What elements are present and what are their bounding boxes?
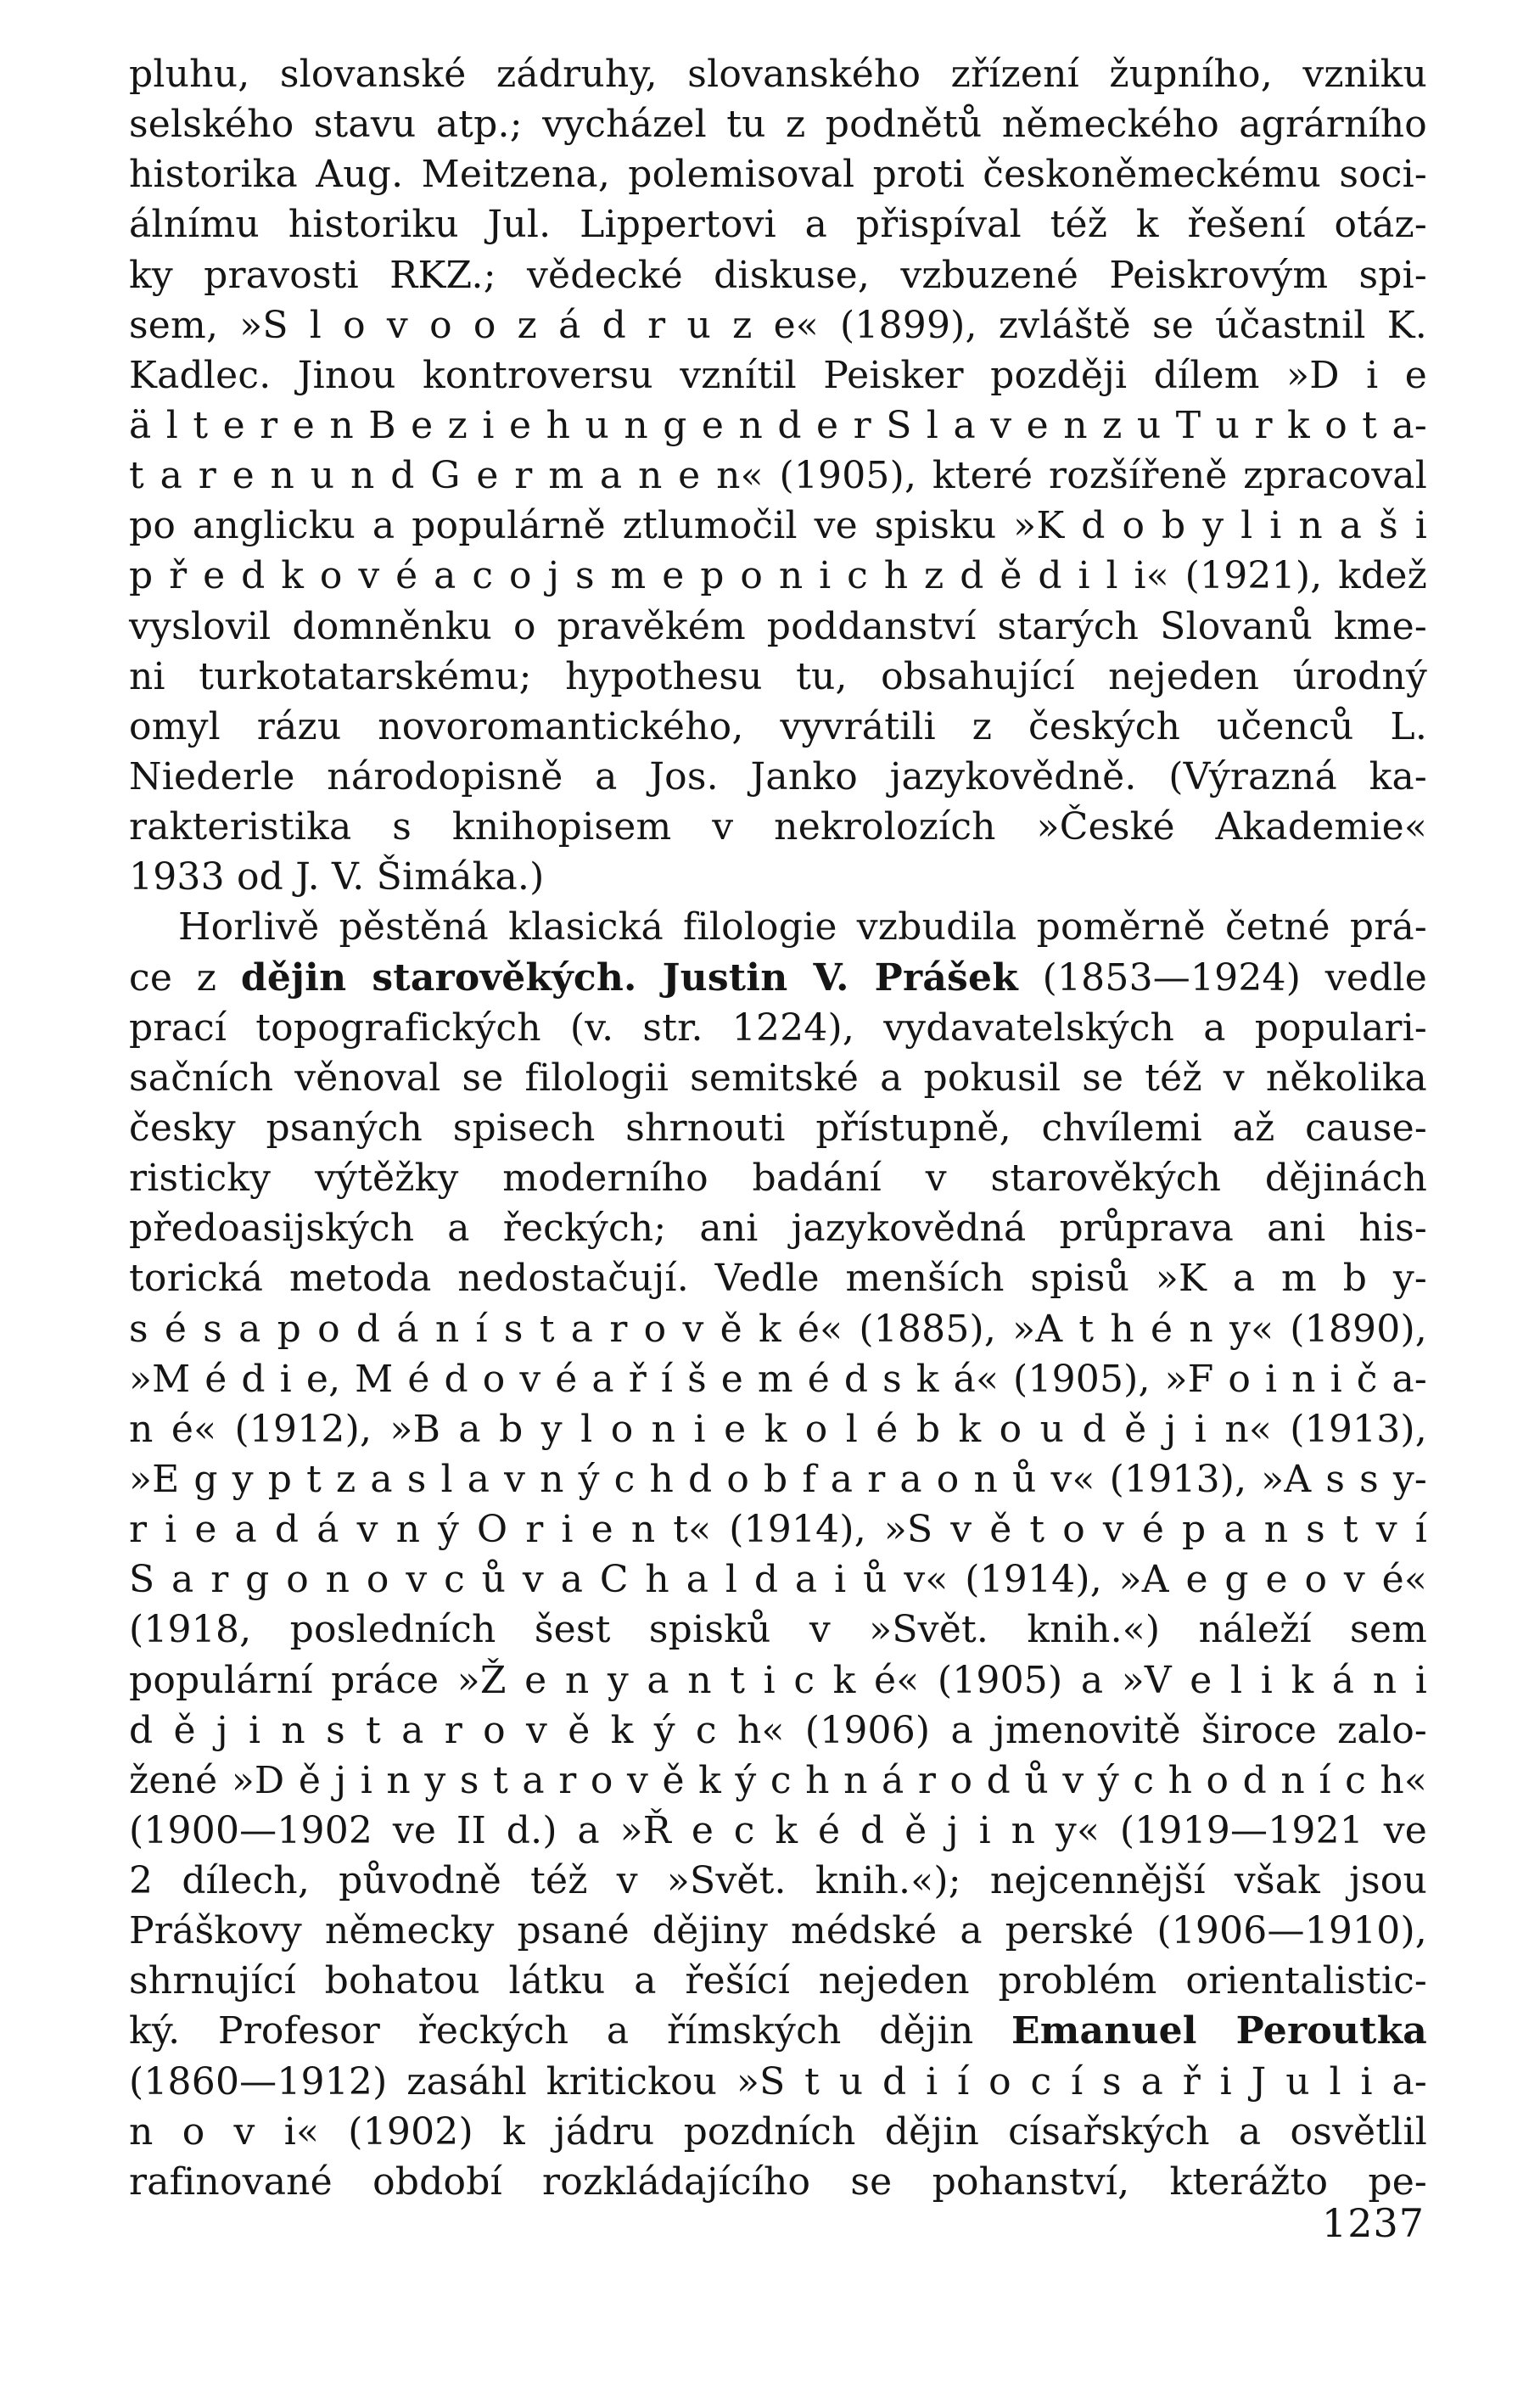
text-line: žené »D ě j i n y s t a r o v ě k ý c h n á r o d ů v ý c h o d n í c h« bbox=[129, 1758, 1427, 1802]
text-run: (1853—1924) vedle bbox=[1017, 955, 1427, 1000]
text-line: ni turkotatarskému; hypothesu tu, obsahující nejeden úrodný bbox=[129, 654, 1427, 698]
text-line bbox=[129, 953, 1427, 1003]
text-line: r i e a d á v n ý O r i e n t« (1914), »S v ě t o v é p a n s t v í bbox=[129, 1508, 1427, 1552]
text-line: (1900—1902 ve II d.) a »Ř e c k é d ě j i n y« (1919—1921 ve bbox=[129, 1808, 1427, 1852]
text-line: S a r g o n o v c ů v a C h a l d a i ů v« (1914), »A e g e o v é« bbox=[129, 1558, 1427, 1602]
page-text bbox=[129, 49, 1427, 2207]
bold-run: Emanuel Peroutka bbox=[1011, 2009, 1427, 2053]
text-line: 1933 od J. V. Šimáka.) bbox=[129, 855, 545, 899]
text-line: historika Aug. Meitzena, polemisoval proti českoněmeckému soci- bbox=[129, 153, 1427, 197]
text-line: n é« (1912), »B a b y l o n i e k o l é b k o u d ě j i n« (1913), bbox=[129, 1407, 1427, 1451]
text-line: ä l t e r e n B e z i e h u n g e n d e r S l a v e n z u T u r k o t a- bbox=[129, 403, 1427, 447]
text-line: rakteristika s knihopisem v nekrolozích »České Akademie« bbox=[129, 805, 1427, 849]
text-line: álnímu historiku Jul. Lippertovi a přispíval též k řešení otáz- bbox=[129, 203, 1427, 247]
text-line: t a r e n u n d G e r m a n e n« (1905), které rozšířeně zpracoval bbox=[129, 454, 1427, 498]
text-line: (1918, posledních šest spisků v »Svět. knih.«) náleží sem bbox=[129, 1608, 1427, 1652]
text-line: n o v i« (1902) k jádru pozdních dějin císařských a osvětlil bbox=[129, 2109, 1427, 2154]
text-line: »E g y p t z a s l a v n ý c h d o b f a r a o n ů v« (1913), »A s s y- bbox=[129, 1457, 1427, 1501]
text-run: ce z bbox=[129, 955, 241, 1000]
text-line: Niederle národopisně a Jos. Janko jazykovědně. (Výrazná ka- bbox=[129, 754, 1427, 798]
text-line: prací topografických (v. str. 1224), vydavatelských a populari- bbox=[129, 1005, 1427, 1050]
bold-run: dějin starověkých. Justin V. Prášek bbox=[240, 955, 1018, 1000]
text-line: Kadlec. Jinou kontroversu vznítil Peisker později dílem »D i e bbox=[129, 353, 1427, 397]
text-line: selského stavu atp.; vycházel tu z podnětů německého agrárního bbox=[129, 103, 1427, 147]
text-line: ky pravosti RKZ.; vědecké diskuse, vzbuzené Peiskrovým spi- bbox=[129, 253, 1427, 297]
text-line: 2 dílech, původně též v »Svět. knih.«); nejcennější však jsou bbox=[129, 1859, 1427, 1903]
text-line: vyslovil domněnku o pravěkém poddanství starých Slovanů kme- bbox=[129, 604, 1427, 648]
text-line: pluhu, slovanské zádruhy, slovanského zřízení župního, vzniku bbox=[129, 53, 1427, 96]
text-line: sačních věnoval se filologii semitské a pokusil se též v několika bbox=[129, 1056, 1427, 1100]
text-line: populární práce »Ž e n y a n t i c k é« (1905) a »V e l i k á n i bbox=[129, 1658, 1427, 1702]
text-line: Práškovy německy psané dějiny médské a perské (1906—1910), bbox=[129, 1909, 1427, 1953]
text-line bbox=[129, 2006, 1427, 2056]
text-line: po anglicku a populárně ztlumočil ve spisku »K d o b y l i n a š i bbox=[129, 504, 1427, 548]
text-line: s é s a p o d á n í s t a r o v ě k é« (1885), »A t h é n y« (1890), bbox=[129, 1307, 1427, 1351]
text-line: česky psaných spisech shrnouti přístupně, chvílemi až cause- bbox=[129, 1106, 1427, 1150]
text-run: ký. Profesor řeckých a římských dějin bbox=[129, 2009, 1011, 2053]
text-line: »M é d i e, M é d o v é a ř í š e m é d s k á« (1905), »F o i n i č a- bbox=[129, 1357, 1427, 1401]
text-line: předoasijských a řeckých; ani jazykovědná průprava ani his- bbox=[129, 1207, 1427, 1251]
text-line: d ě j i n s t a r o v ě k ý c h« (1906) a jmenovitě široce zalo- bbox=[129, 1708, 1427, 1752]
text-line: sem, »S l o v o o z á d r u z e« (1899), zvláště se účastnil K. bbox=[129, 303, 1427, 347]
text-line: p ř e d k o v é a c o j s m e p o n i c h z d ě d i l i« (1921), kdež bbox=[129, 554, 1427, 598]
text-line: Horlivě pěstěná klasická filologie vzbudila poměrně četné prá- bbox=[178, 905, 1427, 949]
text-line: omyl rázu novoromantického, vyvrátili z českých učenců L. bbox=[129, 704, 1427, 748]
page-number: 1237 bbox=[1321, 2200, 1425, 2246]
text-line: shrnující bohatou látku a řešící nejeden problém orientalistic- bbox=[129, 1959, 1427, 2003]
text-line: torická metoda nedostačují. Vedle menších spisů »K a m b y- bbox=[129, 1257, 1427, 1301]
text-line: (1860—1912) zasáhl kritickou »S t u d i í o c í s a ř i J u l i a- bbox=[129, 2059, 1427, 2103]
text-line: rafinované období rozkládajícího se pohanství, kterážto pe- bbox=[129, 2159, 1427, 2204]
text-line: risticky výtěžky moderního badání v starověkých dějinách bbox=[129, 1157, 1427, 1201]
